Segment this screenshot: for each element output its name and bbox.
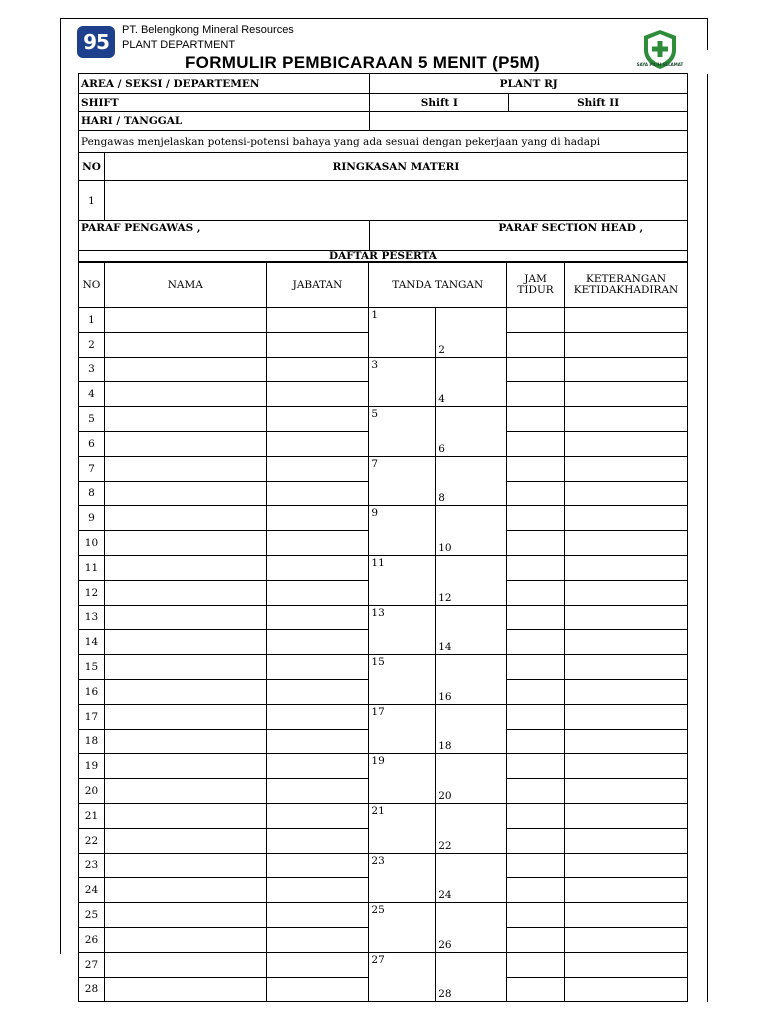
absence-note-cell[interactable] xyxy=(565,704,688,729)
row-number: 1 xyxy=(79,308,105,333)
position-cell[interactable] xyxy=(266,655,369,680)
table-row xyxy=(79,803,688,828)
signature-cell-left[interactable] xyxy=(369,580,436,605)
signature-cell-left[interactable] xyxy=(369,481,436,506)
name-cell[interactable] xyxy=(104,407,266,432)
signature-cell-right[interactable] xyxy=(436,655,507,680)
position-cell[interactable] xyxy=(266,605,369,630)
position-cell[interactable] xyxy=(266,927,369,952)
signature-cell-right[interactable]: 8 xyxy=(436,481,507,506)
absence-note-cell[interactable] xyxy=(565,828,688,853)
sleep-hours-cell[interactable] xyxy=(507,977,565,1002)
position-cell[interactable] xyxy=(266,308,369,333)
signature-cell-right[interactable]: 14 xyxy=(436,630,507,655)
absence-note-cell[interactable] xyxy=(565,580,688,605)
name-cell[interactable] xyxy=(104,357,266,382)
row-number: 18 xyxy=(79,729,105,754)
signature-cell-right[interactable] xyxy=(436,903,507,928)
position-cell[interactable] xyxy=(266,679,369,704)
signature-cell-left[interactable] xyxy=(369,878,436,903)
signature-cell-left[interactable] xyxy=(369,630,436,655)
row-number: 16 xyxy=(79,679,105,704)
position-cell[interactable] xyxy=(266,853,369,878)
signature-cell-right[interactable]: 20 xyxy=(436,779,507,804)
signature-cell-left[interactable] xyxy=(369,977,436,1002)
signature-cell-left[interactable]: 25 xyxy=(369,903,436,928)
row-number: 3 xyxy=(79,357,105,382)
sleep-hours-cell[interactable] xyxy=(507,952,565,977)
position-cell[interactable] xyxy=(266,456,369,481)
signature-cell-left[interactable]: 21 xyxy=(369,803,436,828)
absence-note-cell[interactable] xyxy=(565,357,688,382)
absence-note-cell[interactable] xyxy=(565,407,688,432)
signature-cell-left[interactable] xyxy=(369,679,436,704)
form-title: FORMULIR PEMBICARAAN 5 MENIT (P5M) xyxy=(185,53,540,72)
row-number: 13 xyxy=(79,605,105,630)
table-row xyxy=(79,655,688,680)
shift-label: SHIFT xyxy=(79,94,370,112)
table-row xyxy=(79,630,688,655)
table-row xyxy=(79,704,688,729)
row-number: 9 xyxy=(79,506,105,531)
signature-cell-right[interactable] xyxy=(436,407,507,432)
summary-row-no: 1 xyxy=(79,181,105,221)
row-number: 27 xyxy=(79,952,105,977)
position-cell[interactable] xyxy=(266,779,369,804)
table-row xyxy=(79,853,688,878)
signature-cell-right[interactable]: 26 xyxy=(436,927,507,952)
table-row xyxy=(79,580,688,605)
sleep-hours-cell[interactable] xyxy=(507,679,565,704)
name-cell[interactable] xyxy=(104,580,266,605)
table-row xyxy=(79,332,688,357)
row-number: 23 xyxy=(79,853,105,878)
row-number: 22 xyxy=(79,828,105,853)
signature-cell-right[interactable] xyxy=(436,704,507,729)
sleep-hours-cell[interactable] xyxy=(507,332,565,357)
position-cell[interactable] xyxy=(266,431,369,456)
row-number: 8 xyxy=(79,481,105,506)
summary-header: RINGKASAN MATERI xyxy=(104,153,687,181)
name-cell[interactable] xyxy=(104,779,266,804)
sleep-hours-cell[interactable] xyxy=(507,754,565,779)
signature-cell-left[interactable]: 27 xyxy=(369,952,436,977)
signature-cell-left[interactable]: 9 xyxy=(369,506,436,531)
signature-cell-left[interactable] xyxy=(369,332,436,357)
row-number: 12 xyxy=(79,580,105,605)
summary-no-header: NO xyxy=(79,153,105,181)
absence-note-cell[interactable] xyxy=(565,605,688,630)
company-name: PT. Belengkong Mineral Resources xyxy=(122,24,294,36)
sleep-hours-cell[interactable] xyxy=(507,903,565,928)
position-cell[interactable] xyxy=(266,729,369,754)
table-row xyxy=(79,878,688,903)
row-number: 15 xyxy=(79,655,105,680)
page-border-right-lower xyxy=(707,74,708,1002)
absence-note-cell[interactable] xyxy=(565,555,688,580)
position-cell[interactable] xyxy=(266,754,369,779)
absence-note-cell[interactable] xyxy=(565,803,688,828)
signature-cell-left[interactable]: 19 xyxy=(369,754,436,779)
col-no: NO xyxy=(79,263,105,308)
table-row xyxy=(79,506,688,531)
absence-note-cell[interactable] xyxy=(565,729,688,754)
position-cell[interactable] xyxy=(266,555,369,580)
name-cell[interactable] xyxy=(104,308,266,333)
signature-cell-left[interactable]: 23 xyxy=(369,853,436,878)
signature-cell-left[interactable]: 17 xyxy=(369,704,436,729)
sleep-hours-cell[interactable] xyxy=(507,853,565,878)
row-number: 7 xyxy=(79,456,105,481)
signature-cell-right[interactable] xyxy=(436,803,507,828)
table-row xyxy=(79,729,688,754)
signature-cell-right[interactable] xyxy=(436,555,507,580)
col-nama: NAMA xyxy=(104,263,266,308)
col-tanda-tangan: TANDA TANGAN xyxy=(369,263,507,308)
name-cell[interactable] xyxy=(104,878,266,903)
position-cell[interactable] xyxy=(266,878,369,903)
name-cell[interactable] xyxy=(104,754,266,779)
signature-cell-left[interactable]: 1 xyxy=(369,308,436,333)
sleep-hours-cell[interactable] xyxy=(507,927,565,952)
row-number: 26 xyxy=(79,927,105,952)
name-cell[interactable] xyxy=(104,729,266,754)
sleep-hours-cell[interactable] xyxy=(507,357,565,382)
position-cell[interactable] xyxy=(266,704,369,729)
name-cell[interactable] xyxy=(104,655,266,680)
name-cell[interactable] xyxy=(104,977,266,1002)
name-cell[interactable] xyxy=(104,704,266,729)
absence-note-cell[interactable] xyxy=(565,927,688,952)
signature-cell-left[interactable]: 5 xyxy=(369,407,436,432)
area-value: PLANT RJ xyxy=(370,74,688,94)
paraf-section-head: PARAF SECTION HEAD , xyxy=(370,221,688,251)
page-border-top xyxy=(60,18,708,19)
row-number: 2 xyxy=(79,332,105,357)
row-number: 19 xyxy=(79,754,105,779)
absence-note-cell[interactable] xyxy=(565,679,688,704)
row-number: 4 xyxy=(79,382,105,407)
absence-note-cell[interactable] xyxy=(565,630,688,655)
position-cell[interactable] xyxy=(266,531,369,556)
absence-note-cell[interactable] xyxy=(565,382,688,407)
col-keterangan: KETERANGAN KETIDAKHADIRAN xyxy=(565,263,688,308)
position-cell[interactable] xyxy=(266,506,369,531)
signature-cell-right[interactable] xyxy=(436,952,507,977)
supervisor-note: Pengawas menjelaskan potensi-potensi bahaya yang ada sesuai dengan pekerjaan yang di hadapi xyxy=(79,131,688,153)
absence-note-cell[interactable] xyxy=(565,977,688,1002)
sleep-hours-cell[interactable] xyxy=(507,605,565,630)
sleep-hours-cell[interactable] xyxy=(507,382,565,407)
attendance-table xyxy=(78,262,688,1002)
absence-note-cell[interactable] xyxy=(565,878,688,903)
table-row xyxy=(79,431,688,456)
date-label: HARI / TANGGAL xyxy=(79,112,370,131)
header-table xyxy=(78,73,688,262)
name-cell[interactable] xyxy=(104,456,266,481)
position-cell[interactable] xyxy=(266,903,369,928)
signature-cell-right[interactable]: 28 xyxy=(436,977,507,1002)
table-row xyxy=(79,952,688,977)
sleep-hours-cell[interactable] xyxy=(507,580,565,605)
signature-cell-right[interactable]: 6 xyxy=(436,431,507,456)
table-row xyxy=(79,754,688,779)
position-cell[interactable] xyxy=(266,803,369,828)
signature-cell-left[interactable] xyxy=(369,531,436,556)
summary-content[interactable] xyxy=(104,181,687,221)
sleep-hours-cell[interactable] xyxy=(507,779,565,804)
signature-cell-right[interactable]: 16 xyxy=(436,679,507,704)
table-row xyxy=(79,927,688,952)
signature-cell-left[interactable] xyxy=(369,927,436,952)
daftar-peserta-title: DAFTAR PESERTA xyxy=(79,251,688,262)
name-cell[interactable] xyxy=(104,555,266,580)
signature-cell-right[interactable] xyxy=(436,754,507,779)
table-row xyxy=(79,531,688,556)
area-label: AREA / SEKSI / DEPARTEMEN xyxy=(79,74,370,94)
name-cell[interactable] xyxy=(104,803,266,828)
department-name: PLANT DEPARTMENT xyxy=(122,39,236,51)
name-cell[interactable] xyxy=(104,853,266,878)
sleep-hours-cell[interactable] xyxy=(507,878,565,903)
signature-cell-left[interactable]: 15 xyxy=(369,655,436,680)
signature-cell-right[interactable] xyxy=(436,357,507,382)
signature-cell-right[interactable]: 24 xyxy=(436,878,507,903)
badge-caption: SAYA PILIH SELAMAT xyxy=(636,62,684,67)
position-cell[interactable] xyxy=(266,357,369,382)
absence-note-cell[interactable] xyxy=(565,456,688,481)
position-cell[interactable] xyxy=(266,382,369,407)
name-cell[interactable] xyxy=(104,531,266,556)
page-border-left xyxy=(60,18,61,954)
signature-cell-left[interactable] xyxy=(369,431,436,456)
row-number: 17 xyxy=(79,704,105,729)
row-number: 6 xyxy=(79,431,105,456)
table-row xyxy=(79,382,688,407)
position-cell[interactable] xyxy=(266,481,369,506)
absence-note-cell[interactable] xyxy=(565,431,688,456)
position-cell[interactable] xyxy=(266,952,369,977)
signature-cell-right[interactable]: 22 xyxy=(436,828,507,853)
table-row xyxy=(79,605,688,630)
name-cell[interactable] xyxy=(104,952,266,977)
signature-cell-left[interactable]: 7 xyxy=(369,456,436,481)
table-row xyxy=(79,357,688,382)
position-cell[interactable] xyxy=(266,580,369,605)
table-row xyxy=(79,308,688,333)
signature-cell-left[interactable]: 11 xyxy=(369,555,436,580)
col-jam-tidur: JAM TIDUR xyxy=(507,263,565,308)
sleep-hours-cell[interactable] xyxy=(507,803,565,828)
table-row xyxy=(79,828,688,853)
row-number: 14 xyxy=(79,630,105,655)
signature-cell-right[interactable] xyxy=(436,456,507,481)
company-info xyxy=(122,23,294,53)
sleep-hours-cell[interactable] xyxy=(507,630,565,655)
date-value[interactable] xyxy=(370,112,688,131)
name-cell[interactable] xyxy=(104,506,266,531)
row-number: 10 xyxy=(79,531,105,556)
table-row xyxy=(79,779,688,804)
position-cell[interactable] xyxy=(266,407,369,432)
signature-cell-left[interactable] xyxy=(369,382,436,407)
absence-note-cell[interactable] xyxy=(565,655,688,680)
company-logo: 95 xyxy=(77,26,115,58)
sleep-hours-cell[interactable] xyxy=(507,308,565,333)
signature-cell-right[interactable]: 2 xyxy=(436,332,507,357)
name-cell[interactable] xyxy=(104,332,266,357)
sleep-hours-cell[interactable] xyxy=(507,655,565,680)
sleep-hours-cell[interactable] xyxy=(507,456,565,481)
signature-cell-right[interactable] xyxy=(436,308,507,333)
sleep-hours-cell[interactable] xyxy=(507,431,565,456)
name-cell[interactable] xyxy=(104,927,266,952)
signature-cell-right[interactable] xyxy=(436,853,507,878)
absence-note-cell[interactable] xyxy=(565,332,688,357)
row-number: 20 xyxy=(79,779,105,804)
signature-cell-left[interactable]: 13 xyxy=(369,605,436,630)
position-cell[interactable] xyxy=(266,977,369,1002)
sleep-hours-cell[interactable] xyxy=(507,729,565,754)
paraf-pengawas: PARAF PENGAWAS , xyxy=(79,221,370,251)
absence-note-cell[interactable] xyxy=(565,903,688,928)
name-cell[interactable] xyxy=(104,382,266,407)
row-number: 24 xyxy=(79,878,105,903)
absence-note-cell[interactable] xyxy=(565,853,688,878)
absence-note-cell[interactable] xyxy=(565,308,688,333)
row-number: 5 xyxy=(79,407,105,432)
table-row xyxy=(79,679,688,704)
row-number: 11 xyxy=(79,555,105,580)
absence-note-cell[interactable] xyxy=(565,754,688,779)
position-cell[interactable] xyxy=(266,630,369,655)
absence-note-cell[interactable] xyxy=(565,531,688,556)
shift-2: Shift II xyxy=(509,94,688,112)
sleep-hours-cell[interactable] xyxy=(507,555,565,580)
name-cell[interactable] xyxy=(104,431,266,456)
sleep-hours-cell[interactable] xyxy=(507,704,565,729)
signature-cell-left[interactable] xyxy=(369,729,436,754)
name-cell[interactable] xyxy=(104,679,266,704)
page-border-right xyxy=(707,18,708,50)
sleep-hours-cell[interactable] xyxy=(507,407,565,432)
table-row xyxy=(79,481,688,506)
position-cell[interactable] xyxy=(266,828,369,853)
absence-note-cell[interactable] xyxy=(565,506,688,531)
sleep-hours-cell[interactable] xyxy=(507,481,565,506)
sleep-hours-cell[interactable] xyxy=(507,828,565,853)
table-row xyxy=(79,555,688,580)
name-cell[interactable] xyxy=(104,630,266,655)
name-cell[interactable] xyxy=(104,605,266,630)
table-row xyxy=(79,407,688,432)
absence-note-cell[interactable] xyxy=(565,952,688,977)
signature-cell-right[interactable] xyxy=(436,506,507,531)
row-number: 25 xyxy=(79,903,105,928)
table-row xyxy=(79,977,688,1002)
table-row xyxy=(79,456,688,481)
name-cell[interactable] xyxy=(104,828,266,853)
row-number: 28 xyxy=(79,977,105,1002)
table-row xyxy=(79,903,688,928)
signature-cell-right[interactable]: 4 xyxy=(436,382,507,407)
name-cell[interactable] xyxy=(104,903,266,928)
row-number: 21 xyxy=(79,803,105,828)
absence-note-cell[interactable] xyxy=(565,779,688,804)
signature-cell-right[interactable]: 18 xyxy=(436,729,507,754)
signature-cell-right[interactable] xyxy=(436,605,507,630)
col-jabatan: JABATAN xyxy=(266,263,369,308)
sleep-hours-cell[interactable] xyxy=(507,506,565,531)
signature-cell-right[interactable]: 12 xyxy=(436,580,507,605)
absence-note-cell[interactable] xyxy=(565,481,688,506)
signature-cell-left[interactable] xyxy=(369,779,436,804)
signature-cell-left[interactable]: 3 xyxy=(369,357,436,382)
shift-1: Shift I xyxy=(370,94,509,112)
sleep-hours-cell[interactable] xyxy=(507,531,565,556)
signature-cell-left[interactable] xyxy=(369,828,436,853)
name-cell[interactable] xyxy=(104,481,266,506)
position-cell[interactable] xyxy=(266,332,369,357)
signature-cell-right[interactable]: 10 xyxy=(436,531,507,556)
